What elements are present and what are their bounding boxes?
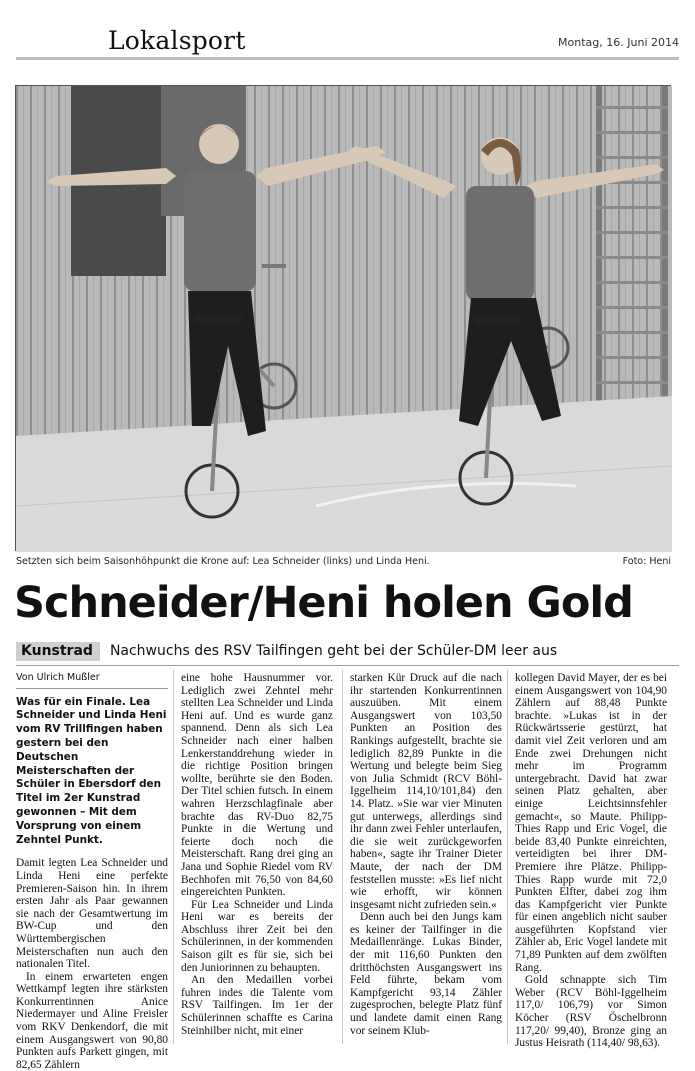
paragraph: In einem erwarteten engen Wettkampf legten ihre stärksten Konkurrentinnen Anice Niedermayer und Aline Freisler vom RKV Denkendorf, die mit einem Ausgangswert von 90,80 Punkten aufs Parkett gingen, mit 82,65 Zählern (16, 970, 168, 1071)
kicker-label: Kunstrad (16, 642, 100, 661)
article-column-1 (16, 672, 168, 1071)
article-column-3 (350, 672, 502, 1037)
paragraph: eine hohe Hausnummer vor. Lediglich zwei Zehntel mehr stellten Lea Schneider und Linda Heni auf. Und es wurde ganz spannend. Denn als sich Lea Schneider nach einer halben Lenkerstanddrehung wieder in die richtige Position bringen wollte, berührte sie den Boden. Der Titel schien futsch. In einem wahren Herzschlagfinale aber brachte das RV-Duo 82,75 Punkte in die Wertung und feierte doch noch die Meisterschaft. Rang drei ging an Jana und Sophie Riedel vom RV Bechhofen mit 76,50 von 84,60 eingereichten Punkten. (181, 672, 333, 899)
headline: Schneider/Heni holen Gold (14, 578, 633, 628)
paragraph: kollegen David Mayer, der es bei einem Ausgangswert von 104,90 Zählern auf 88,48 Punkte brachte. »Lukas ist in der Rückwärtsserie gestürzt, hat damit viel Zeit verloren und am Ende zwei Drehungen nicht mehr im Programm untergebracht. David hat zwar seinen Platz gehalten, aber einige Leichtsinnsfehler gemacht«, so Maute. Philipp-Thies Rapp und Eric Vogel, die beide 83,40 Punkte einreichten, verteidigten bei ihrer DM-Premiere ihre Plätze. Philipp-Thies Rapp wurde mit 72,0 Punkten Elfter, dabei zog ihm das Kampfgericht vier Punkte für einen angeblich nicht sauber ausgeführten Kopfstand vier Zähler ab, Eric Vogel landete mit 71,89 Punkten auf dem zwölften Rang. (515, 672, 667, 974)
photo-credit: Foto: Heni (622, 556, 671, 567)
paragraph: An den Medaillen vorbei fuhren indes die Talente vom RSV Tailfingen. Im 1er der Schülerinnen schaffte es Carina Steinhilber nicht, mit einer (181, 974, 333, 1037)
paragraph: Für Lea Schneider und Linda Heni war es bereits der Abschluss ihrer Zeit bei den Schülerinnen, in der kommenden Saison gilt es für sie, sich bei den Juniorinnen zu behaupten. (181, 898, 333, 974)
section-title: Lokalsport (108, 26, 246, 55)
column-rule (342, 670, 343, 1044)
article-column-4 (515, 672, 667, 1050)
paragraph: Gold schnappte sich Tim Weber (RCV Böhl-Iggelheim 117,0/ 106,79) vor Simon Köcher (RSV Öschelbronn 117,20/ 99,40), Bronze ging an Justus Heisrath (114,40/ 98,63). (515, 974, 667, 1050)
issue-date: Montag, 16. Juni 2014 (558, 36, 679, 49)
headline-rule (16, 665, 679, 666)
article-photo (15, 85, 671, 551)
paragraph: Denn auch bei den Jungs kam es keiner der Tailfinger in die Medaillenränge. Lukas Binder, der mit 116,60 Punkten den dritthöchsten Ausgangswert ins Feld führte, bekam vom Kampfgericht 93,14 Zähler zugesprochen, belegte Platz fünf und landete damit einen Rang vor seinem Klub- (350, 911, 502, 1037)
paragraph: Damit legten Lea Schneider und Linda Heni eine perfekte Premieren-Saison hin. In ihrem ersten Jahr als Paar gewannen sie nach der Gesamtwertung im BW-Cup und den Württembergischen Meisterschaften nun auch den nationalen Titel. (16, 857, 168, 971)
article-lead: Was für ein Finale. Lea Schneider und Linda Heni vom RV Trillfingen haben gestern bei den Deutschen Meisterschaften der Schüler in Ebersdorf den Titel im 2er Kunstrad gewonnen – Mit dem Vorsprung von einem Zehntel Punkt. (16, 695, 167, 846)
column-rule (173, 670, 174, 1044)
photo-caption: Setzten sich beim Saisonhöhpunkt die Krone auf: Lea Schneider (links) und Linda Heni. (16, 556, 430, 567)
artistic-cycling-photo (16, 86, 672, 552)
masthead (16, 10, 679, 62)
article-column-2 (181, 672, 333, 1037)
kicker-row (16, 641, 557, 661)
paragraph: starken Kür Druck auf die nach ihr startenden Konkurrentinnen auszuüben. Mit einem Ausgangswert von 103,50 Punkten an Position des Rankings aufgestellt, brachte sie lediglich 82,89 Punkte in die Wertung und belegte beim Sieg von Julia Schmidt (RCV Böhl-Iggelheim 114,10/101,84) den 14. Platz. »Sie war vier Minuten gut unterwegs, allerdings sind ihr dann zwei Fehler unterlaufen, die sie weit zurückgeworfen haben«, sagte ihr Trainer Dieter Maute, der nach der DM feststellen musste: »Es lief nicht wie erhofft, wir können insgesamt nicht zufrieden sein.« (350, 672, 502, 911)
byline: Von Ulrich Mußler (16, 672, 168, 689)
masthead-rule (16, 57, 679, 60)
subheadline: Nachwuchs des RSV Tailfingen geht bei der Schüler-DM leer aus (109, 643, 558, 659)
column-rule (507, 670, 508, 1044)
